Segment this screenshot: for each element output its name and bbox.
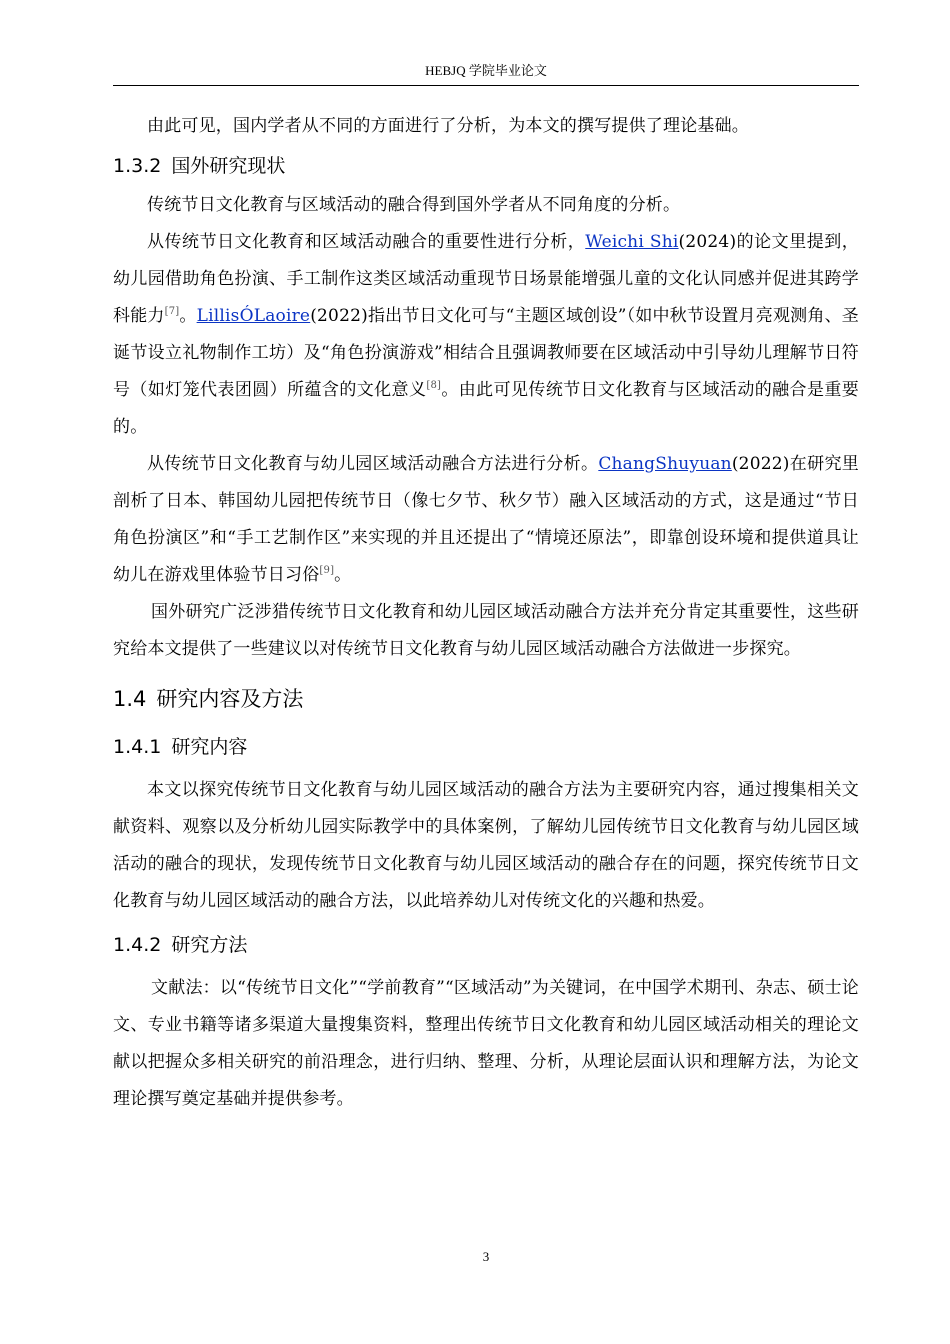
text-run: (2022)在研究里剖析了日本、韩国幼儿园把传统节日（像七夕节、秋夕节）融入区域活动的方式，这是通过“节日角色扮演区”和“手工艺制作区”来实现的并且还提出了“情境还原法”，即靠创设环境和提供道具让幼儿在游戏里体验节日习俗 [113, 454, 860, 585]
author-link-lillis-olaoire[interactable]: LillisÓLaoire [196, 306, 311, 326]
author-link-chang-shuyuan[interactable]: ChangShuyuan [598, 454, 732, 474]
paragraph-foreign-summary: 国外研究广泛涉猎传统节日文化教育和幼儿园区域活动融合方法并充分肯定其重要性，这些研究给本文提供了一些建议以对传统节日文化教育与幼儿园区域活动融合方法做进一步探究。 [113, 602, 859, 659]
paragraph-summary: 由此可见，国内学者从不同的方面进行了分析，为本文的撰写提供了理论基础。 [147, 116, 749, 136]
paragraph-methods-analysis [113, 446, 859, 594]
heading-1-4-1 [113, 732, 859, 762]
heading-1-4-2 [113, 930, 859, 960]
heading-1-3-2 [113, 151, 859, 181]
citation-7[interactable]: [7] [164, 306, 180, 317]
section-number: 1.4 [113, 687, 147, 711]
text-run: (2022)指出节日文化可与“主题区域创设”（如中秋节设置月亮观测角、圣诞节设立礼物制作工坊）及“角色扮演游戏”相结合且强调教师要在区域活动中引导幼儿理解节日符号（如灯笼代表团圆）所蕴含的文化意义 [113, 306, 859, 400]
citation-8[interactable]: [8] [426, 380, 442, 391]
page-number: 3 [482, 1249, 490, 1264]
section-title: 研究方法 [171, 934, 248, 956]
paragraph-foreign-intro: 传统节日文化教育与区域活动的融合得到国外学者从不同角度的分析。 [147, 195, 681, 215]
author-link-weichi-shi[interactable]: Weichi Shi [585, 232, 679, 252]
paragraph-research-content: 本文以探究传统节日文化教育与幼儿园区域活动的融合方法为主要研究内容，通过搜集相关文献资料、观察以及分析幼儿园实际教学中的具体案例，了解幼儿园传统节日文化教育与幼儿园区域活动的融合的现状，发现传统节日文化教育与幼儿园区域活动的融合存在的问题，探究传统节日文化教育与幼儿园区域活动的融合方法，以此培养幼儿对传统文化的兴趣和热爱。 [113, 780, 859, 911]
citation-9[interactable]: [9] [319, 565, 335, 576]
heading-1-4 [113, 684, 859, 714]
text-run: (2024)的论文里提到，幼儿园借助角色扮演、手工制作这类区域活动重现节日场景能增强儿童的文化认同感并促进其跨学科能力 [113, 232, 859, 326]
paragraph-importance [113, 224, 859, 446]
text-run: 从传统节日文化教育和区域活动融合的重要性进行分析， [147, 232, 586, 252]
section-title: 研究内容 [171, 736, 248, 758]
text-run: 。由此可见传统节日文化教育与区域活动的融合是重要的。 [113, 380, 859, 437]
section-title: 研究内容及方法 [156, 687, 304, 711]
text-run: 从传统节日文化教育与幼儿园区域活动融合方法进行分析。 [147, 454, 599, 474]
paragraph-literature-method: 文献法：以“传统节日文化”“学前教育”“区域活动”为关键词，在中国学术期刊、杂志、硕士论文、专业书籍等诸多渠道大量搜集资料，整理出传统节日文化教育和幼儿园区域活动相关的理论文献以把握众多相关研究的前沿理念，进行归纳、整理、分析，从理论层面认识和理解方法，为论文理论撰写奠定基础并提供参考。 [113, 978, 859, 1109]
section-title: 国外研究现状 [171, 155, 286, 177]
document-body [113, 108, 859, 1118]
page-header-title: HEBJQ 学院毕业论文 [425, 63, 547, 78]
section-number: 1.4.1 [113, 736, 162, 758]
header-divider [113, 85, 859, 86]
text-run: 。 [334, 565, 352, 585]
section-number: 1.4.2 [113, 934, 162, 956]
text-run: 。 [179, 306, 197, 326]
section-number: 1.3.2 [113, 155, 162, 177]
